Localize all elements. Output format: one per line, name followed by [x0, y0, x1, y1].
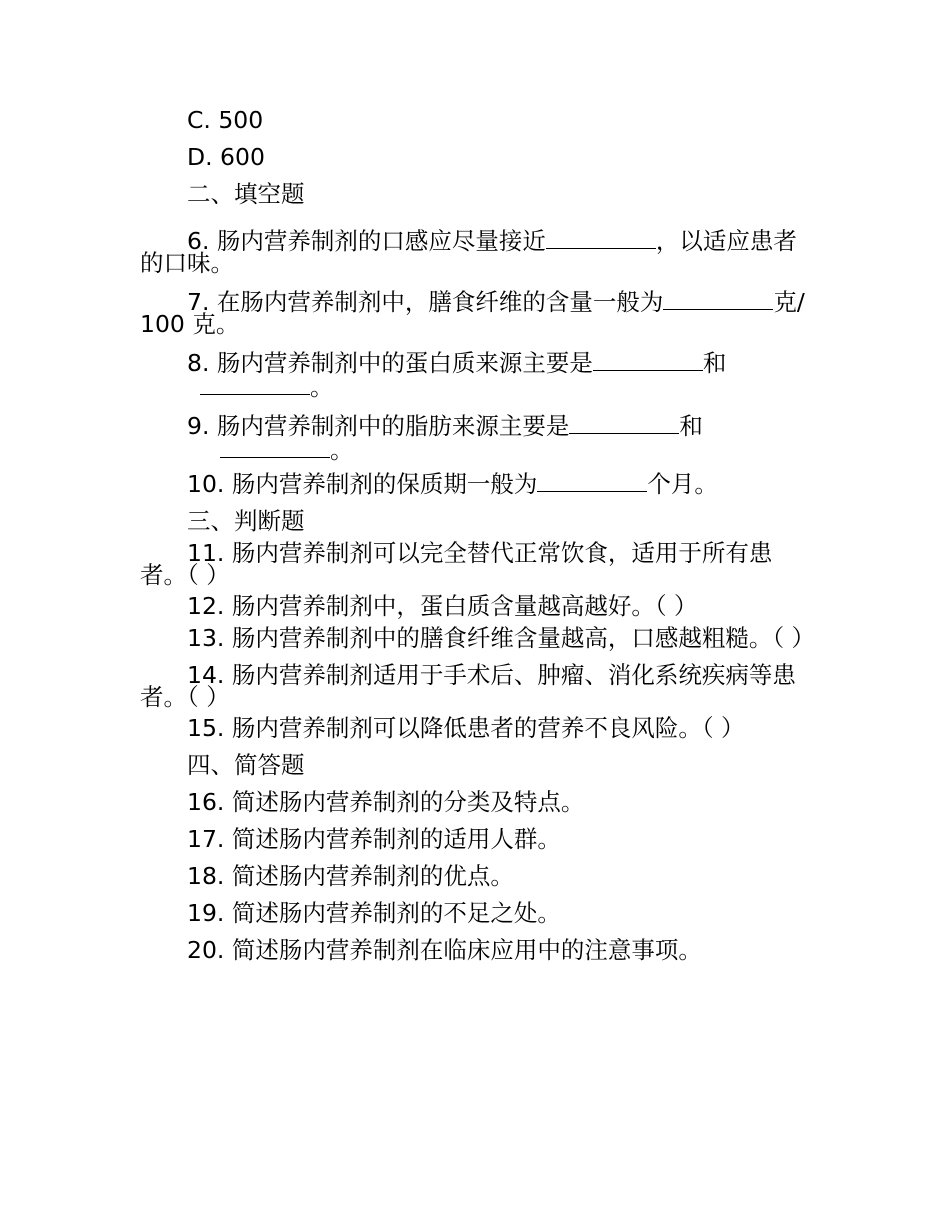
- question-12: 12. 肠内营养制剂中，蛋白质含量越高越好。（ ）: [187, 592, 698, 620]
- question-14: 14. 肠内营养制剂适用于手术后、肿瘤、消化系统疾病等患者。（ ）: [140, 661, 796, 711]
- question-8: [140, 335, 805, 401]
- question-8-text-before: 8. 肠内营养制剂中的蛋白质来源主要是: [187, 349, 593, 377]
- question-15: 15. 肠内营养制剂可以降低患者的营养不良风险。（ ）: [187, 714, 745, 742]
- question-9: [140, 398, 805, 464]
- blank-8a: [593, 350, 703, 371]
- question-10: [140, 466, 805, 503]
- question-19: 19. 简述肠内营养制剂的不足之处。: [187, 899, 561, 927]
- option-c: C. 500: [187, 106, 264, 134]
- question-8-text-after: 。: [310, 373, 334, 401]
- blank-9a: [569, 413, 679, 434]
- exam-content: [140, 102, 816, 969]
- blank-9b: [220, 437, 330, 458]
- question-7: [140, 274, 805, 338]
- question-11: 11. 肠内营养制剂可以完全替代正常饮食，适用于所有患者。（ ）: [140, 539, 773, 589]
- section-heading-true-false: 三、判断题: [187, 507, 305, 535]
- question-10-text-before: 10. 肠内营养制剂的保质期一般为: [187, 470, 538, 498]
- option-d: D. 600: [187, 143, 265, 171]
- question-6: [140, 213, 805, 277]
- blank-7: [663, 289, 773, 310]
- question-7-text-before: 7. 在肠内营养制剂中，膳食纤维的含量一般为: [187, 288, 664, 316]
- section-heading-short-answer: 四、简答题: [187, 751, 305, 779]
- question-7-text-after: 克/100 克。: [140, 288, 805, 338]
- question-9-text-after: 。: [330, 436, 354, 464]
- question-6-text-before: 6. 肠内营养制剂的口感应尽量接近: [187, 227, 546, 255]
- question-9-text-before: 9. 肠内营养制剂中的脂肪来源主要是: [187, 412, 570, 440]
- question-20: 20. 简述肠内营养制剂在临床应用中的注意事项。: [187, 936, 702, 964]
- question-16: 16. 简述肠内营养制剂的分类及特点。: [187, 788, 585, 816]
- question-6-text-after: ，以适应患者的口味。: [140, 227, 797, 277]
- question-10-text-after: 个月。: [647, 470, 718, 498]
- question-17: 17. 简述肠内营养制剂的适用人群。: [187, 825, 561, 853]
- blank-10: [537, 471, 647, 492]
- question-8-text-middle: 和: [702, 349, 727, 377]
- question-18: 18. 简述肠内营养制剂的优点。: [187, 862, 514, 890]
- section-heading-fill-blank: 二、填空题: [187, 180, 305, 208]
- question-9-text-middle: 和: [679, 412, 703, 440]
- question-13: 13. 肠内营养制剂中的膳食纤维含量越高，口感越粗糙。（ ）: [187, 624, 816, 652]
- blank-8b: [200, 374, 310, 395]
- blank-6: [546, 228, 656, 249]
